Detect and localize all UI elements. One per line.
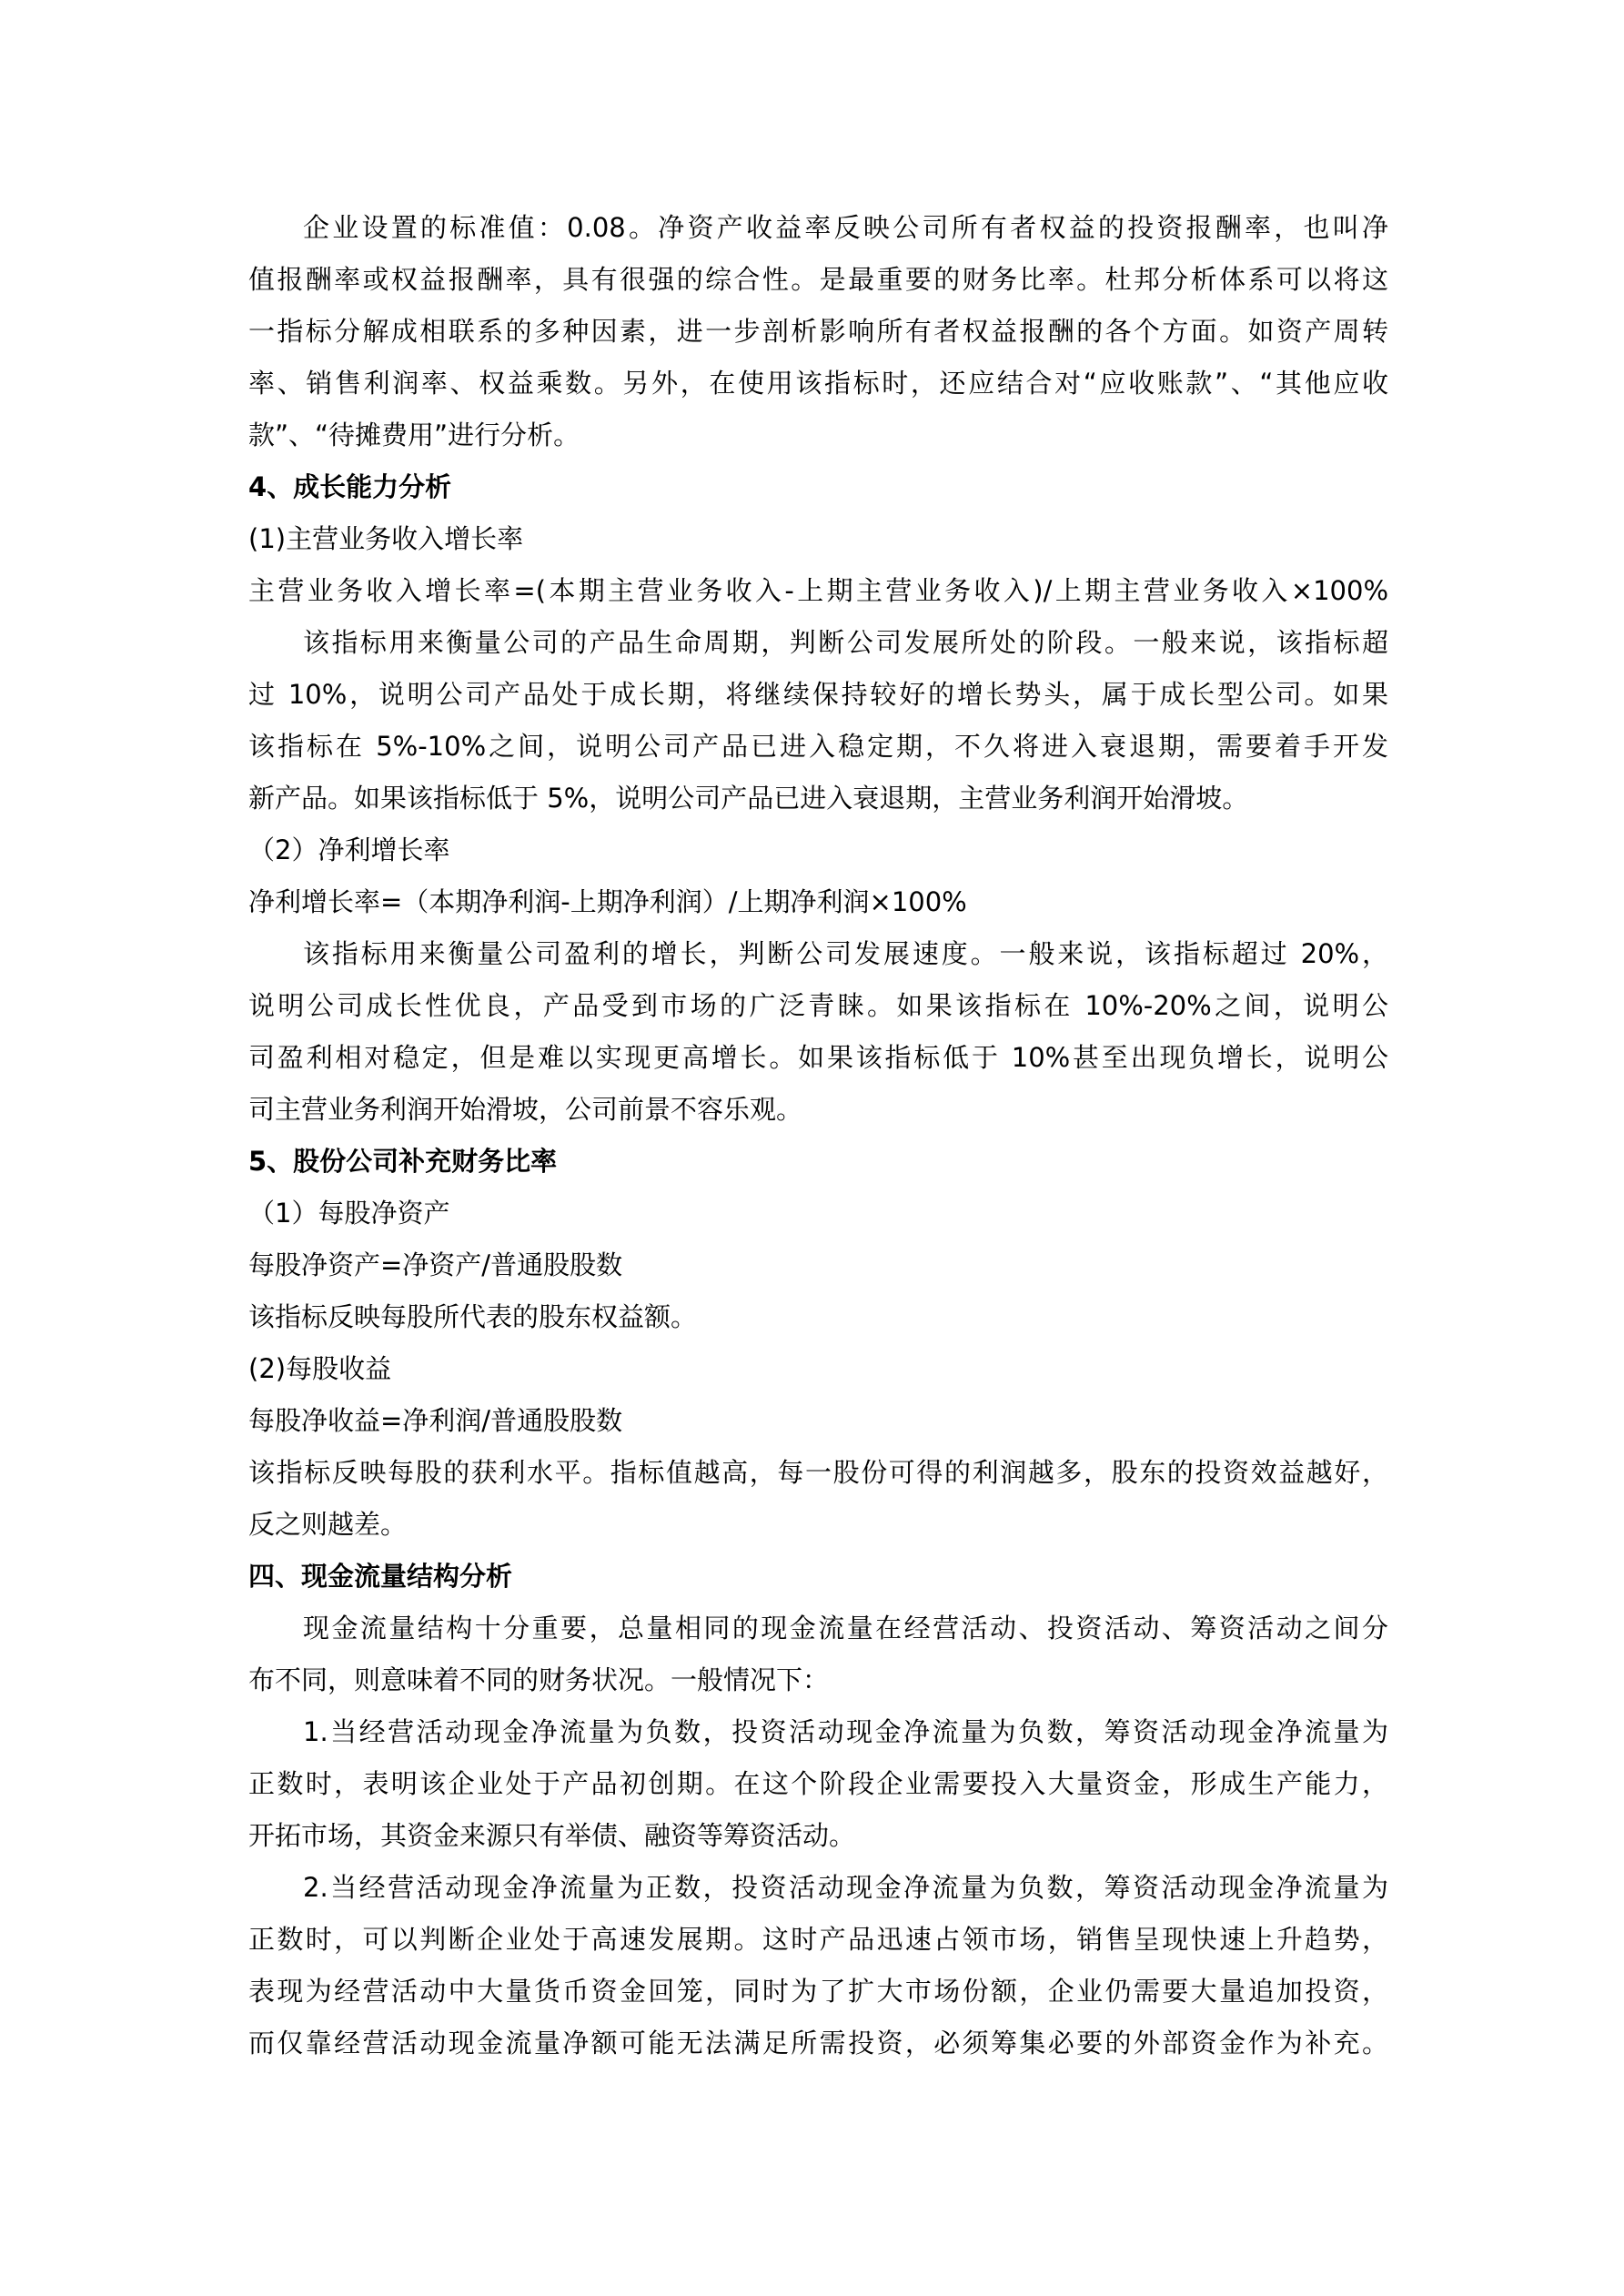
subheading: （2）净利增长率 — [248, 834, 450, 865]
formula: 主营业务收入增长率=(本期主营业务收入-上期主营业务收入)/上期主营业务收入×100% — [248, 575, 1388, 606]
subheading: (1)主营业务收入增长率 — [248, 523, 524, 554]
paragraph-line: 一指标分解成相联系的多种因素，进一步剖析影响所有者权益报酬的各个方面。如资产周转 — [248, 316, 1388, 347]
paragraph-line: 该指标在 5%-10%之间，说明公司产品已进入稳定期，不久将进入衰退期，需要着手开发 — [248, 731, 1388, 762]
paragraph-line: 该指标反映每股的获利水平。指标值越高，每一股份可得的利润越多，股东的投资效益越好， — [248, 1457, 1388, 1488]
section-heading: 4、成长能力分析 — [248, 471, 452, 502]
paragraph-line: 率、销售利润率、权益乘数。另外，在使用该指标时，还应结合对“应收账款”、“其他应收 — [248, 368, 1388, 399]
paragraph-line: 该指标用来衡量公司盈利的增长，判断公司发展速度。一般来说，该指标超过 20%， — [303, 938, 1388, 969]
paragraph-line: 值报酬率或权益报酬率，具有很强的综合性。是最重要的财务比率。杜邦分析体系可以将这 — [248, 264, 1388, 295]
paragraph-line: 司盈利相对稳定，但是难以实现更高增长。如果该指标低于 10%甚至出现负增长，说明公 — [248, 1042, 1388, 1073]
paragraph-line: 正数时，可以判断企业处于高速发展期。这时产品迅速占领市场，销售呈现快速上升趋势， — [248, 1924, 1388, 1955]
document-page — [248, 202, 1388, 2069]
paragraph-line: 反之则越差。 — [248, 1509, 408, 1540]
paragraph-line: 过 10%，说明公司产品处于成长期，将继续保持较好的增长势头，属于成长型公司。如果 — [248, 679, 1388, 710]
formula: 每股净资产=净资产/普通股股数 — [248, 1249, 623, 1280]
paragraph-line: 正数时，表明该企业处于产品初创期。在这个阶段企业需要投入大量资金，形成生产能力， — [248, 1768, 1388, 1799]
paragraph-line: 说明公司成长性优良，产品受到市场的广泛青睐。如果该指标在 10%-20%之间，说明公 — [248, 990, 1388, 1021]
section-heading: 5、股份公司补充财务比率 — [248, 1146, 558, 1177]
paragraph-line: 该指标用来衡量公司的产品生命周期，判断公司发展所处的阶段。一般来说，该指标超 — [303, 627, 1388, 658]
paragraph-line: 款”、“待摊费用”进行分析。 — [248, 420, 580, 450]
paragraph-line: 而仅靠经营活动现金流量净额可能无法满足所需投资，必须筹集必要的外部资金作为补充。 — [248, 2028, 1388, 2058]
formula: 每股净收益=净利润/普通股股数 — [248, 1405, 623, 1436]
paragraph-line: 现金流量结构十分重要，总量相同的现金流量在经营活动、投资活动、筹资活动之间分 — [303, 1613, 1388, 1644]
subheading: （1）每股净资产 — [248, 1198, 450, 1229]
paragraph-line: 布不同，则意味着不同的财务状况。一般情况下： — [248, 1664, 830, 1695]
paragraph-line: 开拓市场，其资金来源只有举债、融资等筹资活动。 — [248, 1820, 856, 1851]
subheading: (2)每股收益 — [248, 1353, 392, 1384]
formula: 净利增长率=（本期净利润-上期净利润）/上期净利润×100% — [248, 886, 967, 917]
paragraph-line: 司主营业务利润开始滑坡，公司前景不容乐观。 — [248, 1094, 803, 1125]
paragraph-line: 新产品。如果该指标低于 5%，说明公司产品已进入衰退期，主营业务利润开始滑坡。 — [248, 783, 1249, 814]
paragraph-line: 1.当经营活动现金净流量为负数，投资活动现金净流量为负数，筹资活动现金净流量为 — [303, 1716, 1388, 1747]
paragraph-line: 该指标反映每股所代表的股东权益额。 — [248, 1301, 698, 1332]
paragraph-line: 企业设置的标准值：0.08。净资产收益率反映公司所有者权益的投资报酬率，也叫净 — [303, 212, 1388, 243]
section-heading: 四、现金流量结构分析 — [248, 1561, 513, 1592]
paragraph-line: 表现为经营活动中大量货币资金回笼，同时为了扩大市场份额，企业仍需要大量追加投资， — [248, 1976, 1388, 2007]
paragraph-line: 2.当经营活动现金净流量为正数，投资活动现金净流量为负数，筹资活动现金净流量为 — [303, 1872, 1388, 1903]
